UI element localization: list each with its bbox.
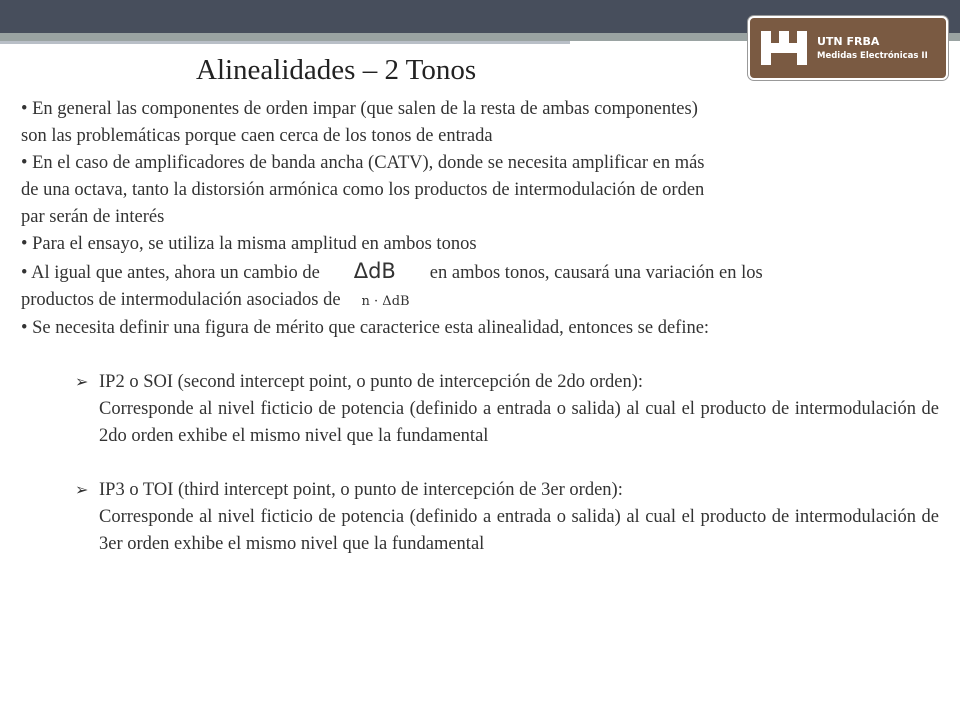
bullet-1-line-1: • En general las componentes de orden impar (que salen de la resta de ambas componentes) — [21, 99, 698, 119]
ip3-heading: IP3 o TOI (third intercept point, o punto de intercepción de 3er orden): — [99, 480, 623, 500]
slide-title: Alinealidades – 2 Tonos — [196, 54, 477, 86]
bullet-4-line-2 — [21, 287, 939, 315]
utn-logo — [748, 16, 948, 80]
definition-ip2 — [21, 369, 939, 450]
utn-logo-icon — [759, 27, 809, 69]
ip3-description: Corresponde al nivel ficticio de potencia (definido a entrada o salida) al cual el producto de intermodulación de 3er orden exhibe el mismo nivel que la fundamental — [99, 507, 939, 554]
arrow-bullet-icon: ➢ — [75, 482, 89, 499]
logo-subtitle: Medidas Electrónicas II — [817, 51, 928, 61]
bullet-5: • Se necesita definir una figura de mérito que caracterice esta alinealidad, entonces se define: — [21, 318, 710, 338]
n-delta-db-formula: n · ΔdB — [361, 294, 410, 309]
arrow-bullet-icon: ➢ — [75, 374, 89, 391]
bullet-4-line-1 — [21, 258, 939, 287]
definition-ip3 — [21, 477, 939, 558]
delta-db-formula: ΔdB — [353, 259, 396, 283]
bullet-4-text-b: en ambos tonos, causará una variación en los — [429, 263, 763, 283]
bullet-2-line-1: • En el caso de amplificadores de banda ancha (CATV), donde se necesita amplificar en más — [21, 153, 705, 173]
bullet-2-line-3: par serán de interés — [21, 207, 165, 227]
accent-line — [0, 41, 570, 44]
ip2-description: Corresponde al nivel ficticio de potencia (definido a entrada o salida) al cual el producto de intermodulación de 2do orden exhibe el mismo nivel que la fundamental — [99, 399, 939, 446]
bullet-3: • Para el ensayo, se utiliza la misma amplitud en ambos tonos — [21, 234, 477, 254]
logo-title: UTN FRBA — [817, 35, 880, 48]
bullet-2-line-2: de una octava, tanto la distorsión armónica como los productos de intermodulación de orden — [21, 180, 705, 200]
bullet-1-line-2: son las problemáticas porque caen cerca de los tonos de entrada — [21, 126, 493, 146]
bullet-4-text-c: productos de intermodulación asociados de — [21, 290, 341, 310]
slide-body — [21, 96, 939, 558]
bullet-4-text-a: • Al igual que antes, ahora un cambio de — [21, 263, 320, 283]
ip2-heading: IP2 o SOI (second intercept point, o punto de intercepción de 2do orden): — [99, 372, 644, 392]
